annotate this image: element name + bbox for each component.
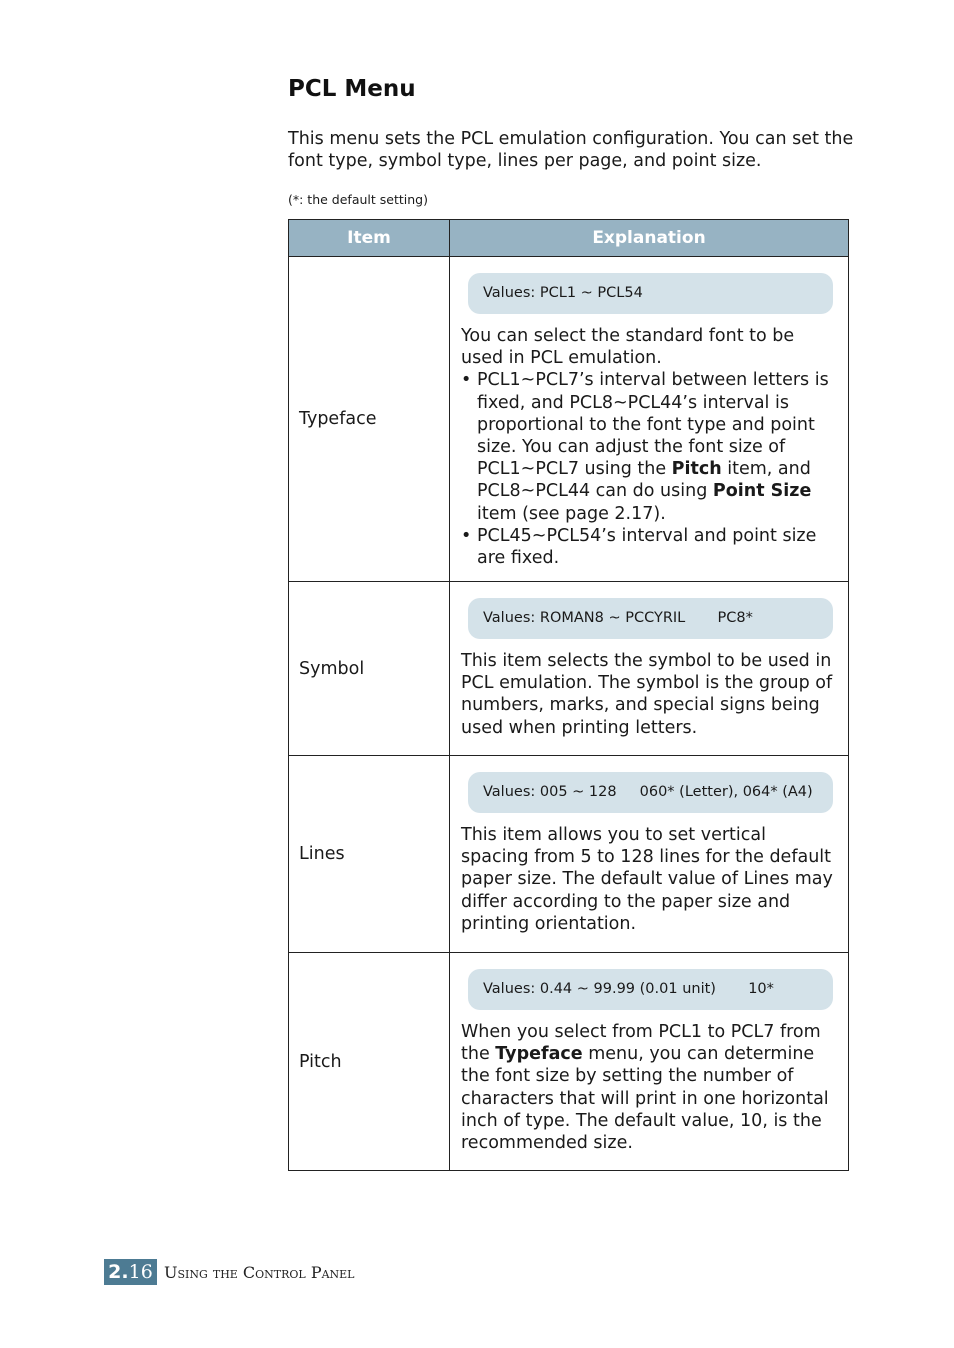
table-row-symbol [289,582,849,756]
pitch-ref: Pitch [671,459,722,480]
table-header-row [289,220,849,257]
values-box-lines: Values: 005 ~ 128 060* (Letter), 064* (A4) [468,772,833,813]
explanation-symbol [450,582,849,756]
header-item: Item [289,220,450,257]
typeface-bullet-2: • PCL45~PCL54’s interval and point size are fixed. [461,525,833,569]
page-footer [104,1259,355,1285]
desc-lines: This item allows you to set vertical spacing from 5 to 128 lines for the default paper size. The default value of Lines may differ according to the paper size and printing orientation. [461,825,833,934]
intro-paragraph: This menu sets the PCL emulation configuration. You can set the font type, symbol type, lines per page, and point size. [288,129,854,171]
item-lines: Lines [289,756,450,953]
header-explanation: Explanation [450,220,849,257]
desc-symbol: This item selects the symbol to be used in PCL emulation. The symbol is the group of numbers, marks, and special signs being used when printing letters. [461,651,833,738]
values-box-typeface: Values: PCL1 ~ PCL54 [468,273,833,314]
explanation-typeface [450,257,849,582]
desc-pitch: When you select from PCL1 to PCL7 from the Typeface menu, you can determine the font size by setting the number of characters that will print in one horizontal inch of type. The default value, 10, is the recommended size. [461,1022,829,1154]
values-box-symbol: Values: ROMAN8 ~ PCCYRIL PC8* [468,598,833,639]
typeface-ref: Typeface [495,1044,583,1065]
table-row-lines [289,756,849,953]
item-symbol: Symbol [289,582,450,756]
table-row-pitch [289,953,849,1171]
typeface-bullet-1: • PCL1~PCL7’s interval between letters is fixed, and PCL8~PCL44’s interval is proportional to the font type and point size. You can adjust the font size of PCL1~PCL7 using the Pitch item, and PCL8~PCL44 can do using Point Size item (see page 2.17). [461,369,833,524]
point-size-ref: Point Size [712,481,812,502]
pcl-menu-table [288,219,849,1171]
explanation-lines [450,756,849,953]
desc-typeface: You can select the standard font to be used in PCL emulation. [461,326,795,369]
item-pitch: Pitch [289,953,450,1171]
typeface-bullet-list [461,369,833,569]
explanation-pitch [450,953,849,1171]
page-number-badge: 2. 16 [104,1259,157,1285]
values-box-pitch: Values: 0.44 ~ 99.99 (0.01 unit) 10* [468,969,833,1010]
table-row-typeface [289,257,849,582]
default-setting-note: (*: the default setting) [288,192,428,207]
item-typeface: Typeface [289,257,450,582]
section-title: Using the Control Panel [164,1262,355,1282]
page-title: PCL Menu [288,76,416,102]
